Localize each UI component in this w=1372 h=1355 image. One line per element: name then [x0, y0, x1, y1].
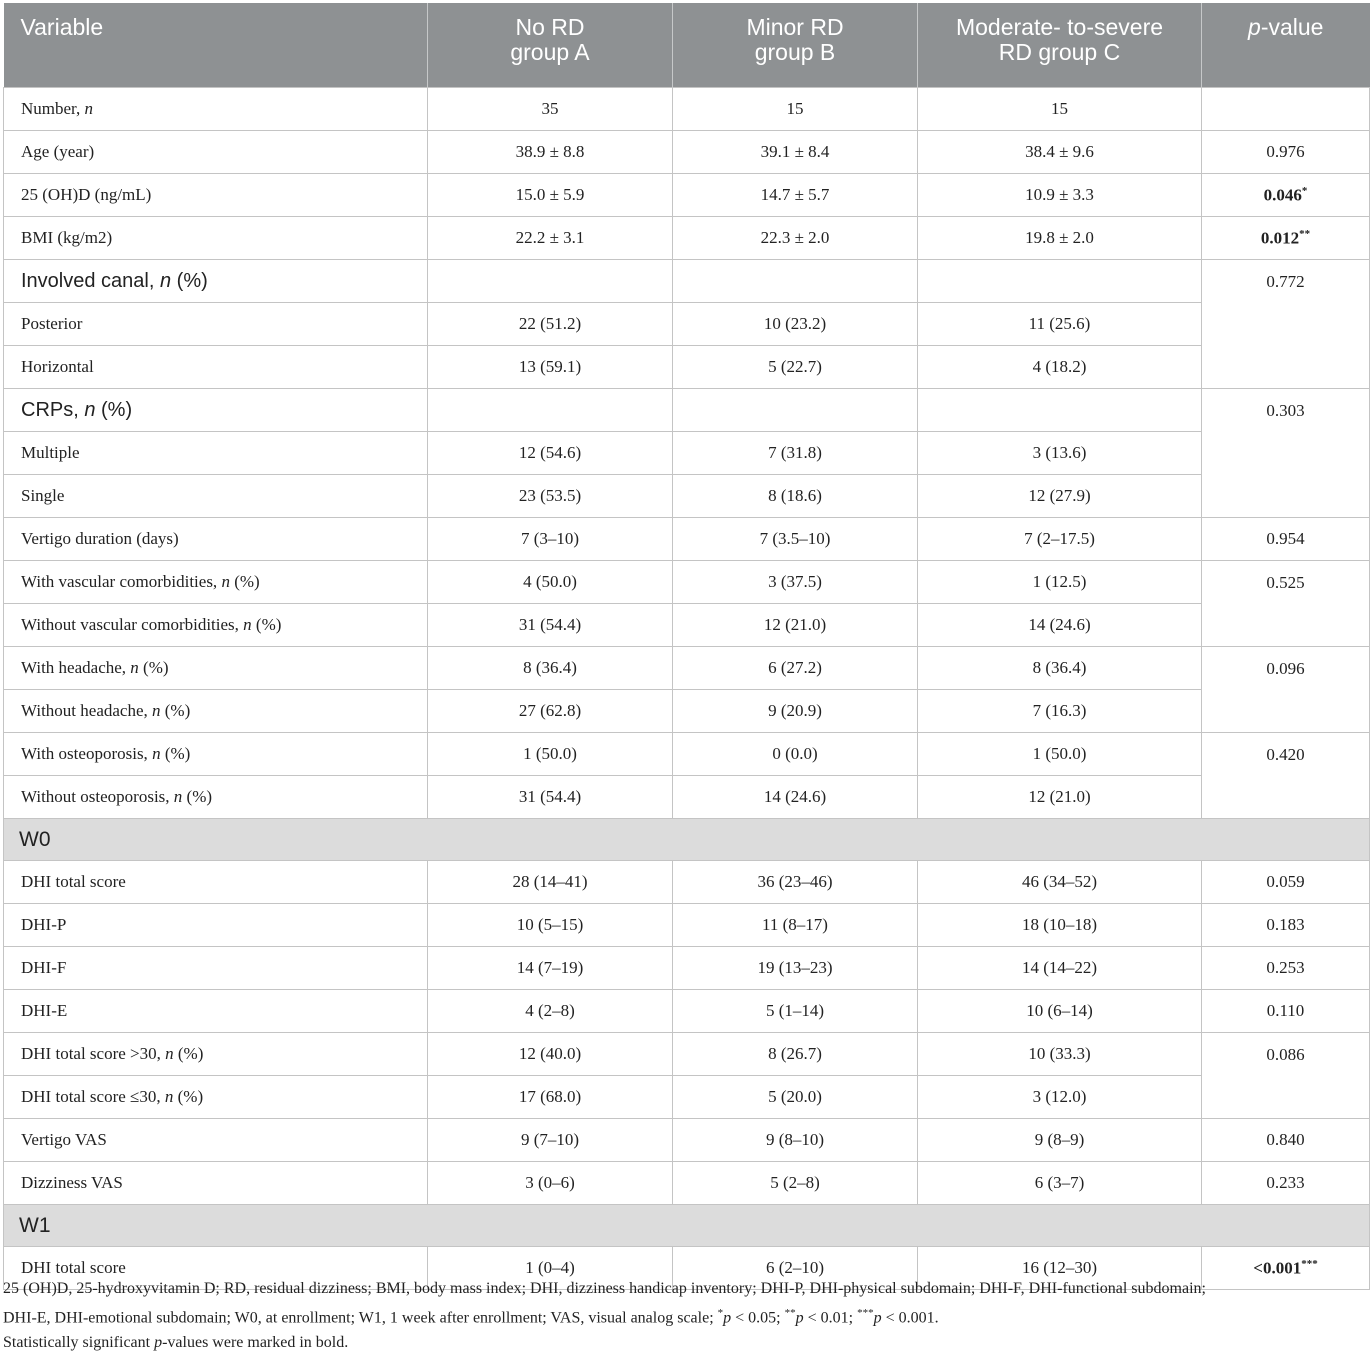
cell-group-a: 12 (40.0)	[428, 1033, 673, 1076]
section-label: W0	[4, 819, 1370, 861]
cell-group-a: 4 (50.0)	[428, 561, 673, 604]
cell-group-b: 15	[673, 88, 918, 131]
cell-group-b: 36 (23–46)	[673, 861, 918, 904]
table-row	[4, 217, 1370, 260]
table-row	[4, 475, 1370, 518]
cell-group-a: 9 (7–10)	[428, 1119, 673, 1162]
table-row	[4, 88, 1370, 131]
row-label: Age (year)	[4, 131, 428, 174]
cell-group-c: 15	[918, 88, 1202, 131]
table-row	[4, 303, 1370, 346]
cell-p-value	[1202, 88, 1370, 131]
row-label: 25 (OH)D (ng/mL)	[4, 174, 428, 217]
cell-group-c: 38.4 ± 9.6	[918, 131, 1202, 174]
cell-group-b: 3 (37.5)	[673, 561, 918, 604]
row-label: DHI-E	[4, 990, 428, 1033]
row-label: Single	[4, 475, 428, 518]
cell-group-b	[673, 260, 918, 303]
row-label: With headache, n (%)	[4, 647, 428, 690]
table-row	[4, 776, 1370, 819]
cell-group-a: 38.9 ± 8.8	[428, 131, 673, 174]
cell-group-c	[918, 389, 1202, 432]
cell-group-a: 35	[428, 88, 673, 131]
table-row	[4, 604, 1370, 647]
section-label: W1	[4, 1205, 1370, 1247]
row-label: Multiple	[4, 432, 428, 475]
section-row-w0	[4, 819, 1370, 861]
table-row	[4, 1033, 1370, 1076]
cell-group-c: 1 (50.0)	[918, 733, 1202, 776]
cell-group-b: 19 (13–23)	[673, 947, 918, 990]
cell-group-b: 5 (2–8)	[673, 1162, 918, 1205]
cell-p-value: <0.001***	[1202, 1247, 1370, 1290]
results-table	[3, 3, 1370, 1290]
cell-group-b: 8 (26.7)	[673, 1033, 918, 1076]
table-row	[4, 131, 1370, 174]
table-row	[4, 1162, 1370, 1205]
cell-group-c: 46 (34–52)	[918, 861, 1202, 904]
header-p-value: p-value	[1202, 3, 1370, 88]
section-row-w1	[4, 1205, 1370, 1247]
row-label: Without vascular comorbidities, n (%)	[4, 604, 428, 647]
cell-group-a: 1 (50.0)	[428, 733, 673, 776]
cell-group-b: 14.7 ± 5.7	[673, 174, 918, 217]
cell-p-value: 0.096	[1202, 647, 1370, 733]
table-row	[4, 561, 1370, 604]
cell-group-c: 14 (14–22)	[918, 947, 1202, 990]
footnote-line: 25 (OH)D, 25-hydroxyvitamin D; RD, residual dizziness; BMI, body mass index; DHI, dizziness handicap inventory; DHI-P, DHI-physical subdomain; DHI-F, DHI-functional subdomain;	[3, 1280, 1206, 1297]
cell-p-value: 0.253	[1202, 947, 1370, 990]
cell-group-a: 14 (7–19)	[428, 947, 673, 990]
cell-group-b: 5 (22.7)	[673, 346, 918, 389]
cell-group-c: 4 (18.2)	[918, 346, 1202, 389]
cell-group-a: 27 (62.8)	[428, 690, 673, 733]
row-label: With osteoporosis, n (%)	[4, 733, 428, 776]
row-label: With vascular comorbidities, n (%)	[4, 561, 428, 604]
cell-group-b: 10 (23.2)	[673, 303, 918, 346]
table-row	[4, 1119, 1370, 1162]
cell-group-c: 1 (12.5)	[918, 561, 1202, 604]
cell-group-b: 0 (0.0)	[673, 733, 918, 776]
cell-group-c: 14 (24.6)	[918, 604, 1202, 647]
cell-group-c: 12 (27.9)	[918, 475, 1202, 518]
row-label: DHI-F	[4, 947, 428, 990]
cell-p-value: 0.059	[1202, 861, 1370, 904]
table-row	[4, 904, 1370, 947]
row-label: DHI total score >30, n (%)	[4, 1033, 428, 1076]
cell-group-b: 7 (3.5–10)	[673, 518, 918, 561]
header-variable: Variable	[4, 3, 428, 88]
row-label: DHI total score	[4, 1247, 428, 1290]
cell-p-value: 0.233	[1202, 1162, 1370, 1205]
cell-group-b: 9 (8–10)	[673, 1119, 918, 1162]
cell-group-b: 11 (8–17)	[673, 904, 918, 947]
table-row	[4, 1076, 1370, 1119]
cell-p-value: 0.183	[1202, 904, 1370, 947]
cell-group-a: 3 (0–6)	[428, 1162, 673, 1205]
table-row	[4, 733, 1370, 776]
cell-group-c: 12 (21.0)	[918, 776, 1202, 819]
cell-group-a: 8 (36.4)	[428, 647, 673, 690]
cell-group-c: 10.9 ± 3.3	[918, 174, 1202, 217]
cell-group-b: 5 (1–14)	[673, 990, 918, 1033]
table-row	[4, 947, 1370, 990]
cell-group-a: 17 (68.0)	[428, 1076, 673, 1119]
cell-group-b: 7 (31.8)	[673, 432, 918, 475]
table-row	[4, 346, 1370, 389]
row-label: DHI-P	[4, 904, 428, 947]
cell-group-c: 10 (33.3)	[918, 1033, 1202, 1076]
row-label: Posterior	[4, 303, 428, 346]
table-row	[4, 432, 1370, 475]
cell-group-a: 22.2 ± 3.1	[428, 217, 673, 260]
row-label: Vertigo VAS	[4, 1119, 428, 1162]
table-row	[4, 647, 1370, 690]
footnote-line: Statistically significant p-values were marked in bold.	[3, 1334, 349, 1352]
table-row	[4, 389, 1370, 432]
cell-group-c: 19.8 ± 2.0	[918, 217, 1202, 260]
cell-p-value: 0.110	[1202, 990, 1370, 1033]
cell-group-b	[673, 389, 918, 432]
row-label: Horizontal	[4, 346, 428, 389]
row-label: DHI total score	[4, 861, 428, 904]
cell-group-b: 5 (20.0)	[673, 1076, 918, 1119]
row-label: Involved canal, n (%)	[4, 260, 428, 303]
cell-group-a: 31 (54.4)	[428, 776, 673, 819]
table-row	[4, 990, 1370, 1033]
cell-group-a	[428, 389, 673, 432]
cell-p-value: 0.046*	[1202, 174, 1370, 217]
table-row	[4, 861, 1370, 904]
row-label: Number, n	[4, 88, 428, 131]
cell-group-c: 7 (16.3)	[918, 690, 1202, 733]
cell-group-c: 11 (25.6)	[918, 303, 1202, 346]
row-label: Without osteoporosis, n (%)	[4, 776, 428, 819]
cell-p-value: 0.420	[1202, 733, 1370, 819]
row-label: Dizziness VAS	[4, 1162, 428, 1205]
cell-group-b: 6 (27.2)	[673, 647, 918, 690]
table-row	[4, 690, 1370, 733]
cell-group-c	[918, 260, 1202, 303]
cell-group-a: 1 (0–4)	[428, 1247, 673, 1290]
cell-group-a: 12 (54.6)	[428, 432, 673, 475]
header-group-a: No RD group A	[428, 3, 673, 88]
row-label: DHI total score ≤30, n (%)	[4, 1076, 428, 1119]
cell-group-c: 3 (13.6)	[918, 432, 1202, 475]
cell-group-c: 8 (36.4)	[918, 647, 1202, 690]
cell-p-value: 0.772	[1202, 260, 1370, 389]
cell-group-a: 15.0 ± 5.9	[428, 174, 673, 217]
cell-group-a: 10 (5–15)	[428, 904, 673, 947]
cell-group-a: 28 (14–41)	[428, 861, 673, 904]
cell-group-c: 18 (10–18)	[918, 904, 1202, 947]
cell-group-b: 22.3 ± 2.0	[673, 217, 918, 260]
cell-group-a: 7 (3–10)	[428, 518, 673, 561]
table-header	[4, 3, 1370, 88]
row-label: Vertigo duration (days)	[4, 518, 428, 561]
table-footnote	[3, 1276, 1369, 1355]
cell-group-c: 9 (8–9)	[918, 1119, 1202, 1162]
cell-group-a	[428, 260, 673, 303]
cell-group-c: 10 (6–14)	[918, 990, 1202, 1033]
cell-group-b: 39.1 ± 8.4	[673, 131, 918, 174]
cell-p-value: 0.525	[1202, 561, 1370, 647]
cell-group-b: 12 (21.0)	[673, 604, 918, 647]
table-row	[4, 518, 1370, 561]
header-group-c: Moderate- to-severe RD group C	[918, 3, 1202, 88]
row-label: BMI (kg/m2)	[4, 217, 428, 260]
cell-group-a: 23 (53.5)	[428, 475, 673, 518]
footnote-line: DHI-E, DHI-emotional subdomain; W0, at enrollment; W1, 1 week after enrollment; VAS, visual analog scale; *p < 0.05; **p < 0.01; ***p < 0.001.	[3, 1307, 939, 1327]
row-label: CRPs, n (%)	[4, 389, 428, 432]
cell-group-c: 6 (3–7)	[918, 1162, 1202, 1205]
cell-p-value: 0.954	[1202, 518, 1370, 561]
cell-group-b: 6 (2–10)	[673, 1247, 918, 1290]
cell-group-c: 16 (12–30)	[918, 1247, 1202, 1290]
cell-group-b: 14 (24.6)	[673, 776, 918, 819]
cell-p-value: 0.086	[1202, 1033, 1370, 1119]
cell-p-value: 0.012**	[1202, 217, 1370, 260]
cell-p-value: 0.840	[1202, 1119, 1370, 1162]
cell-group-a: 22 (51.2)	[428, 303, 673, 346]
cell-group-c: 3 (12.0)	[918, 1076, 1202, 1119]
cell-group-b: 8 (18.6)	[673, 475, 918, 518]
cell-p-value: 0.976	[1202, 131, 1370, 174]
cell-group-a: 4 (2–8)	[428, 990, 673, 1033]
table-row	[4, 260, 1370, 303]
cell-group-b: 9 (20.9)	[673, 690, 918, 733]
cell-p-value: 0.303	[1202, 389, 1370, 518]
row-label: Without headache, n (%)	[4, 690, 428, 733]
table-row	[4, 174, 1370, 217]
cell-group-a: 31 (54.4)	[428, 604, 673, 647]
header-group-b: Minor RD group B	[673, 3, 918, 88]
cell-group-a: 13 (59.1)	[428, 346, 673, 389]
cell-group-c: 7 (2–17.5)	[918, 518, 1202, 561]
